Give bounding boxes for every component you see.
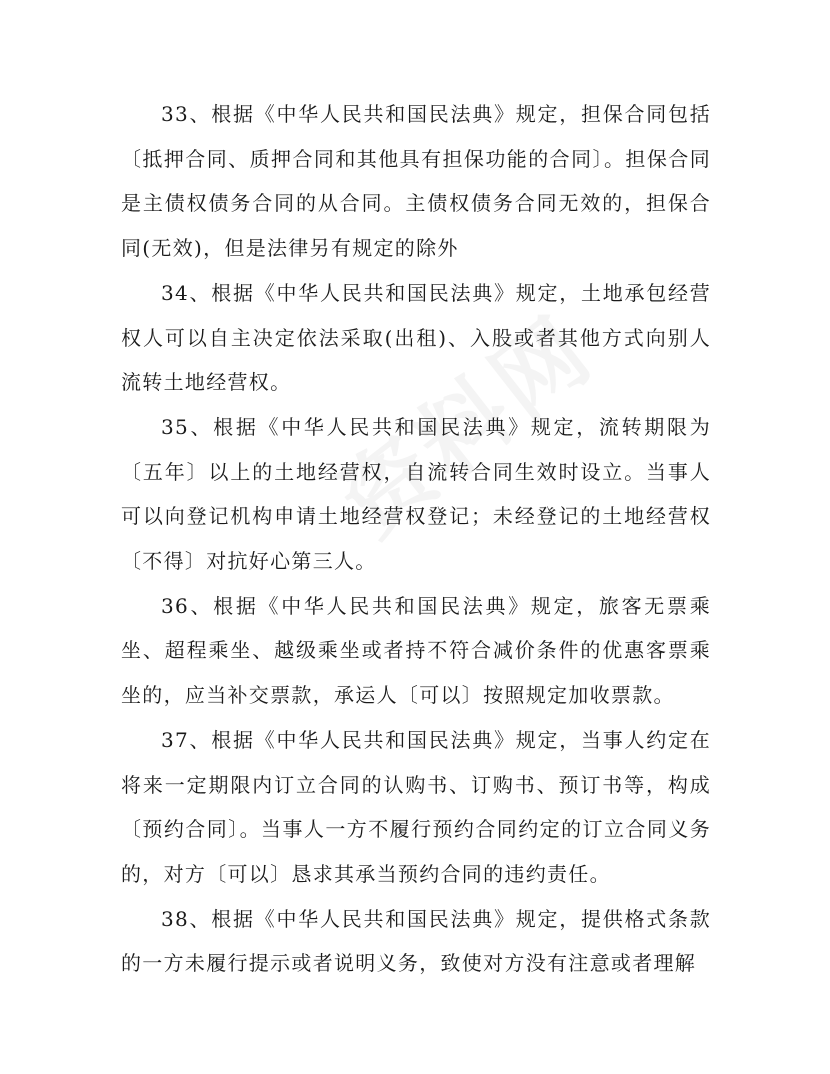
- document-body: [121, 92, 711, 986]
- paragraph-34: 34、根据《中华人民共和国民法典》规定，土地承包经营权人可以自主决定依法采取(出租)、入股或者其他方式向别人流转土地经营权。: [121, 280, 711, 395]
- paragraph-37: 37、根据《中华人民共和国民法典》规定，当事人约定在将来一定期限内订立合同的认购书、订购书、预订书等，构成〔预约合同〕。当事人一方不履行预约合同约定的订立合同义务的，对方〔可以〕恳求其承当预约合同的违约责任。: [121, 727, 711, 886]
- paragraph-38: 38、根据《中华人民共和国民法典》规定，提供格式条款的一方未履行提示或者说明义务，致使对方没有注意或者理解: [121, 906, 711, 976]
- paragraph-33: 33、根据《中华人民共和国民法典》规定，担保合同包括〔抵押合同、质押合同和其他具有担保功能的合同〕。担保合同是主债权债务合同的从合同。主债权债务合同无效的，担保合同(无效)，但是法律另有规定的除外: [121, 102, 711, 261]
- paragraph-35: 35、根据《中华人民共和国民法典》规定，流转期限为〔五年〕以上的土地经营权，自流转合同生效时设立。当事人可以向登记机构申请土地经营权登记；未经登记的土地经营权〔不得〕对抗好心第三人。: [121, 414, 711, 574]
- paragraph-36: 36、根据《中华人民共和国民法典》规定，旅客无票乘坐、超程乘坐、越级乘坐或者持不符合减价条件的优惠客票乘坐的，应当补交票款，承运人〔可以〕按照规定加收票款。: [121, 593, 711, 708]
